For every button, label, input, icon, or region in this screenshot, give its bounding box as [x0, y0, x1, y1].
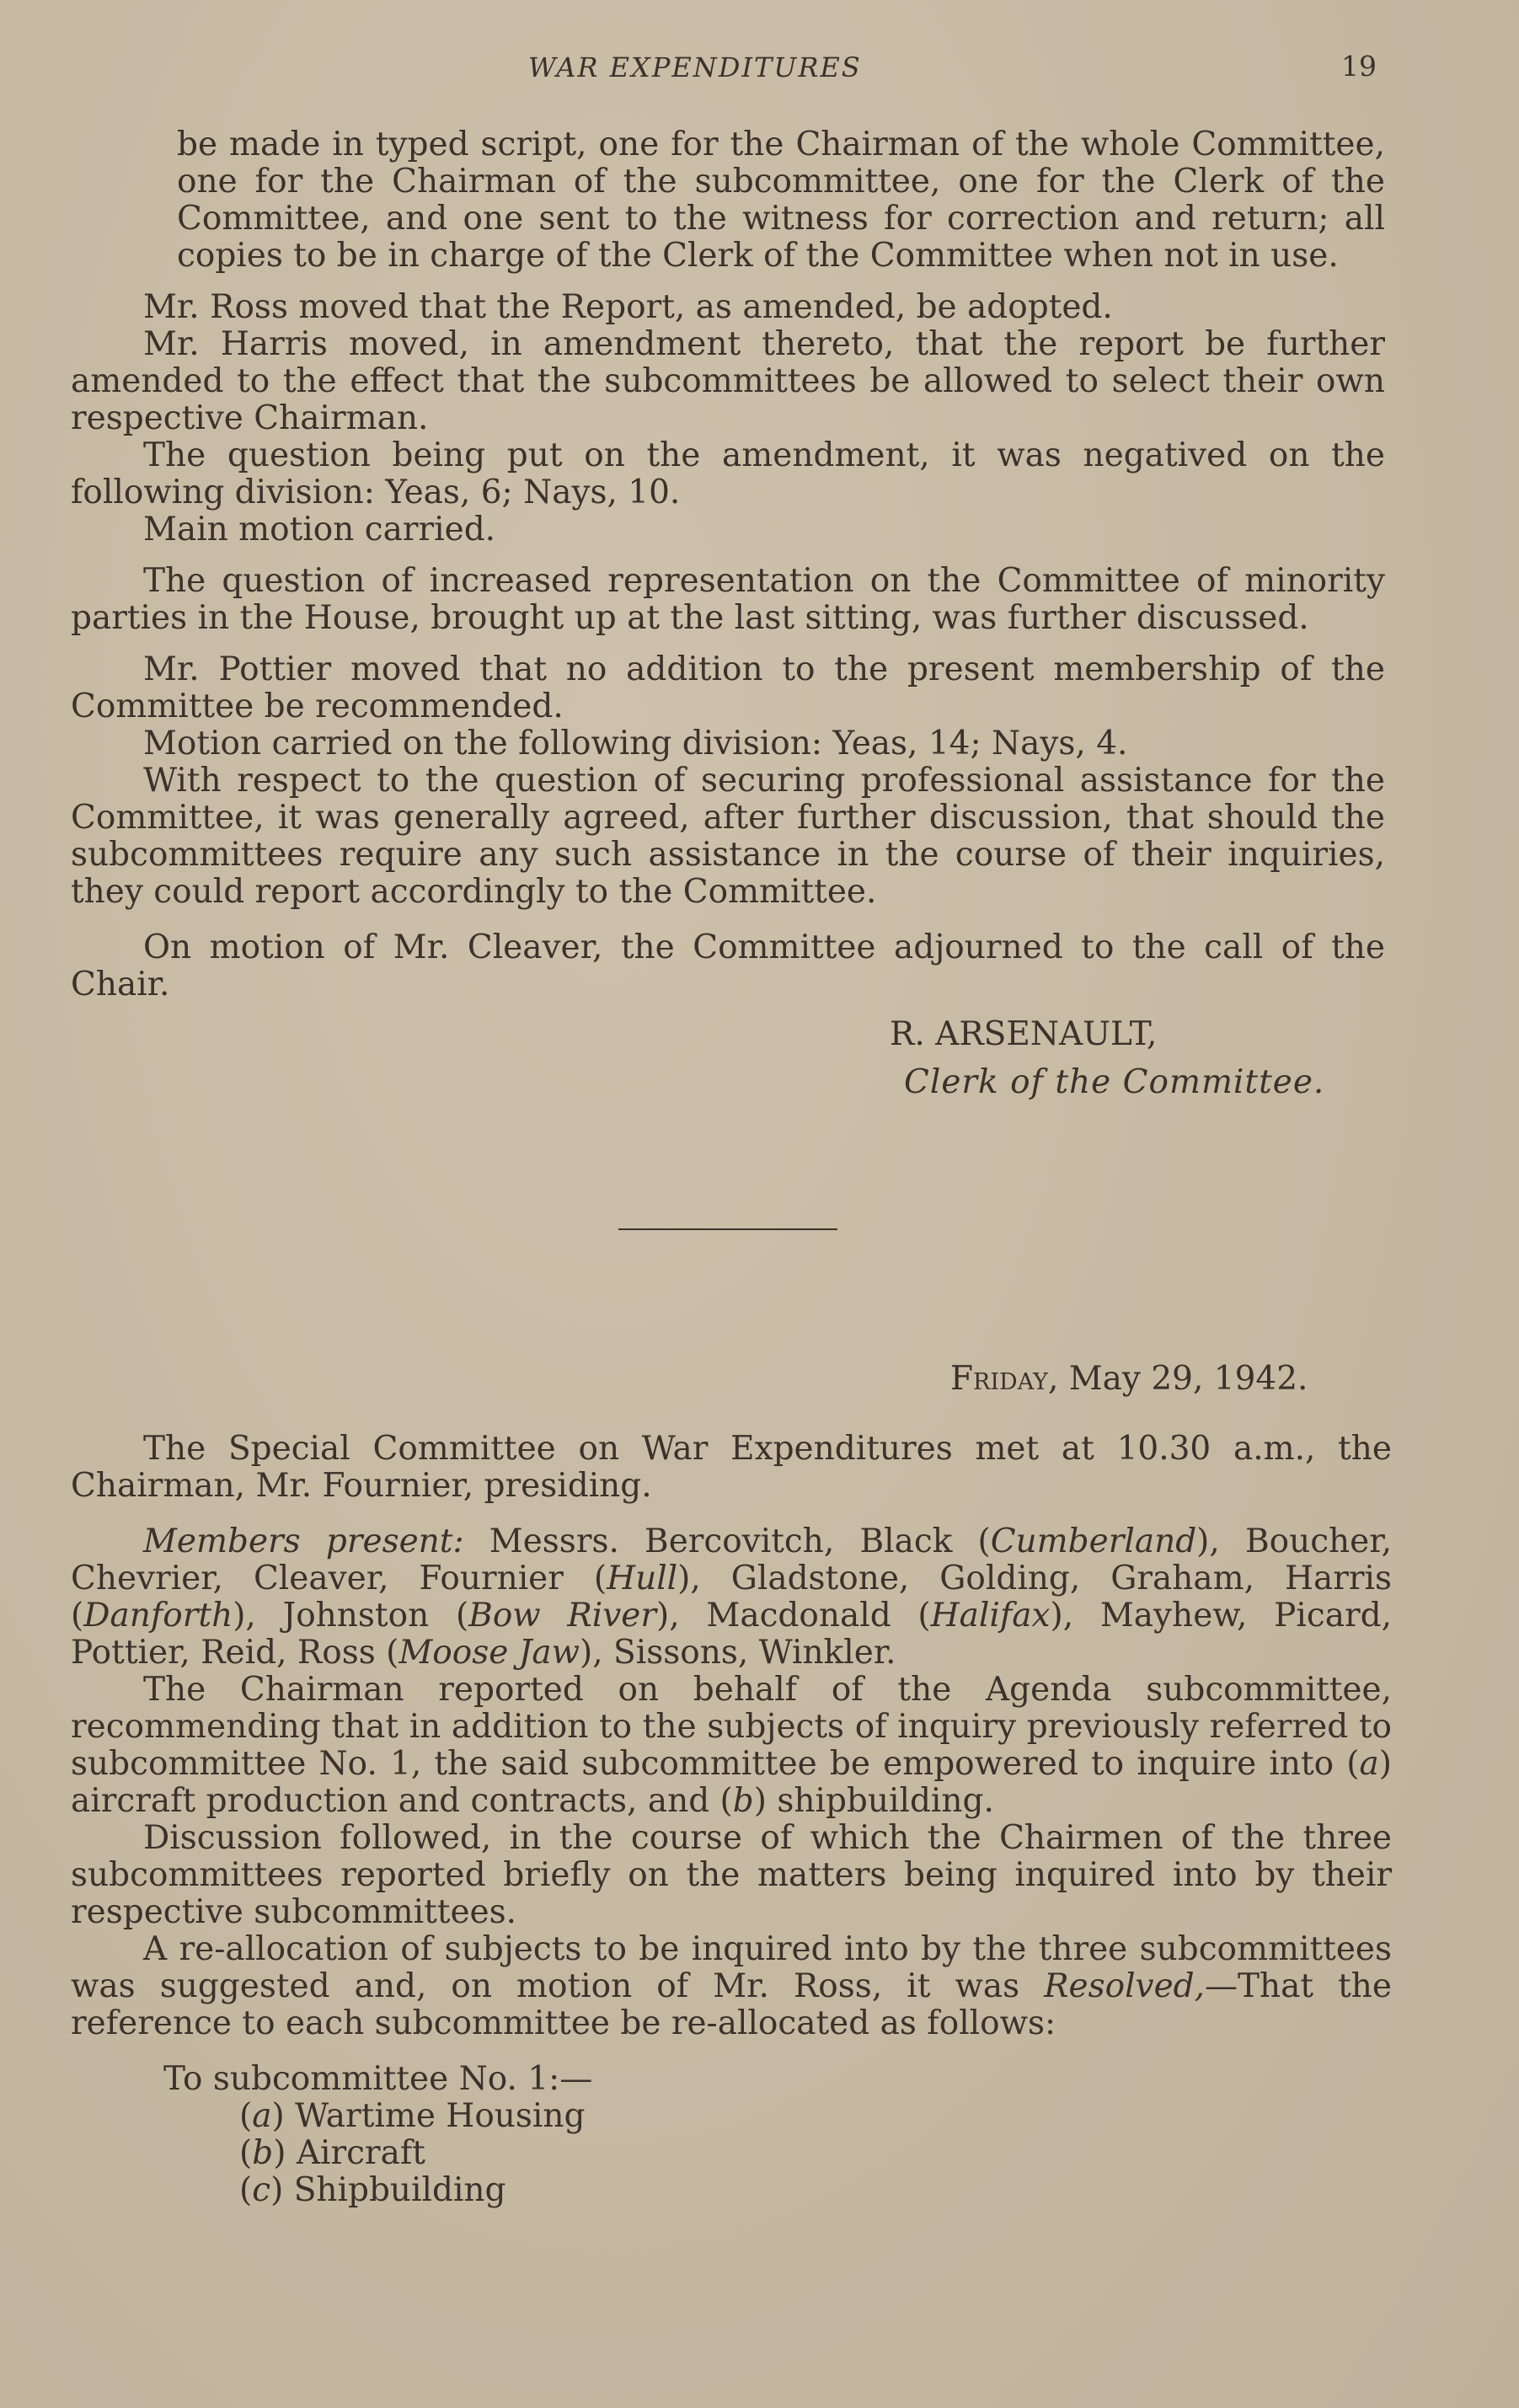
paragraph: Mr. Ross moved that the Report, as amended, be adopted.: [143, 288, 1113, 326]
section-divider: [618, 1228, 837, 1230]
meeting-weekday: Friday: [950, 1360, 1048, 1398]
subject-list: [239, 2098, 1392, 2209]
list-item: (b) Aircraft: [239, 2134, 425, 2172]
paragraph: On motion of Mr. Cleaver, the Committee adjourned to the call of the Chair.: [71, 928, 1385, 1003]
paragraph: The question of increased representation on the Committee of minority parties in the House, brought up at the last sitting, was further discussed.: [71, 562, 1385, 637]
list-item: (c) Shipbuilding: [239, 2171, 506, 2209]
list-heading: To subcommittee No. 1:—: [163, 2060, 593, 2098]
page-header: [0, 46, 1519, 88]
resolved-word: Resolved,: [1044, 1967, 1206, 2005]
meeting-date: [950, 1360, 1308, 1398]
paragraph: With respect to the question of securing professional assistance for the Committee, it was generally agreed, after further discussion, that should the subcommittees require any such assistance in the course of their inquiries, they could report accordingly to the Committee.: [71, 762, 1385, 911]
paragraph: The Special Committee on War Expenditures met at 10.30 a.m., the Chairman, Mr. Fournier, presiding.: [71, 1430, 1392, 1505]
paragraph: Discussion followed, in the course of which the Chairmen of the three subcommittees reported briefly on the matters being inquired into by their respective subcommittees.: [71, 1819, 1392, 1931]
paragraph: The question being put on the amendment, it was negatived on the following division: Yeas, 6; Nays, 10.: [71, 436, 1385, 511]
paragraph: Mr. Pottier moved that no addition to the present membership of the Committee be recommended.: [71, 650, 1385, 725]
paragraph: Motion carried on the following division: Yeas, 14; Nays, 4.: [143, 725, 1128, 763]
paragraph-continued: be made in typed script, one for the Chairman of the whole Committee, one for the Chairman of the subcommittee, one for the Clerk of the Committee, and one sent to the witness for correction and return; all copies to be in charge of the Clerk of the Committee when not in use.: [177, 126, 1385, 275]
minutes-section-1: [71, 126, 1385, 1003]
signature-name: R. ARSENAULT,: [890, 1015, 1158, 1053]
minutes-section-2: [71, 1431, 1392, 2209]
meeting-date-rest: , May 29, 1942.: [1047, 1360, 1308, 1398]
running-title: WAR EXPENDITURES: [528, 51, 862, 83]
paragraph: Main motion carried.: [143, 511, 496, 548]
signature-title: Clerk of the Committee.: [904, 1063, 1325, 1101]
members-present-label: Members present:: [143, 1522, 464, 1560]
list-item: (a) Wartime Housing: [239, 2097, 586, 2135]
paragraph: A re-allocation of subjects to be inquired into by the three subcommittees was suggested and, on motion of Mr. Ross, it was Resolved,—That the reference to each subcommittee be re-allocated as follows:: [71, 1930, 1392, 2042]
paragraph: The Chairman reported on behalf of the Agenda subcommittee, recommending that in addition to the subjects of inquiry previously referred to subcommittee No. 1, the said subcommittee be empowered to inquire into (a) aircraft production and contracts, and (b) shipbuilding.: [71, 1671, 1392, 1820]
members-present-paragraph: Members present: Messrs. Bercovitch, Black (Cumberland), Boucher, Chevrier, Cleaver, Fournier (Hull), Gladstone, Golding, Graham, Harris (Danforth), Johnston (Bow River), Macdonald (Halifax), Mayhew, Picard, Pottier, Reid, Ross (Moose Jaw), Sissons, Winkler.: [71, 1522, 1392, 1672]
page-number: 19: [1341, 50, 1377, 83]
paragraph: Mr. Harris moved, in amendment thereto, that the report be further amended to the effect that the subcommittees be allowed to select their own respective Chairman.: [71, 325, 1385, 437]
